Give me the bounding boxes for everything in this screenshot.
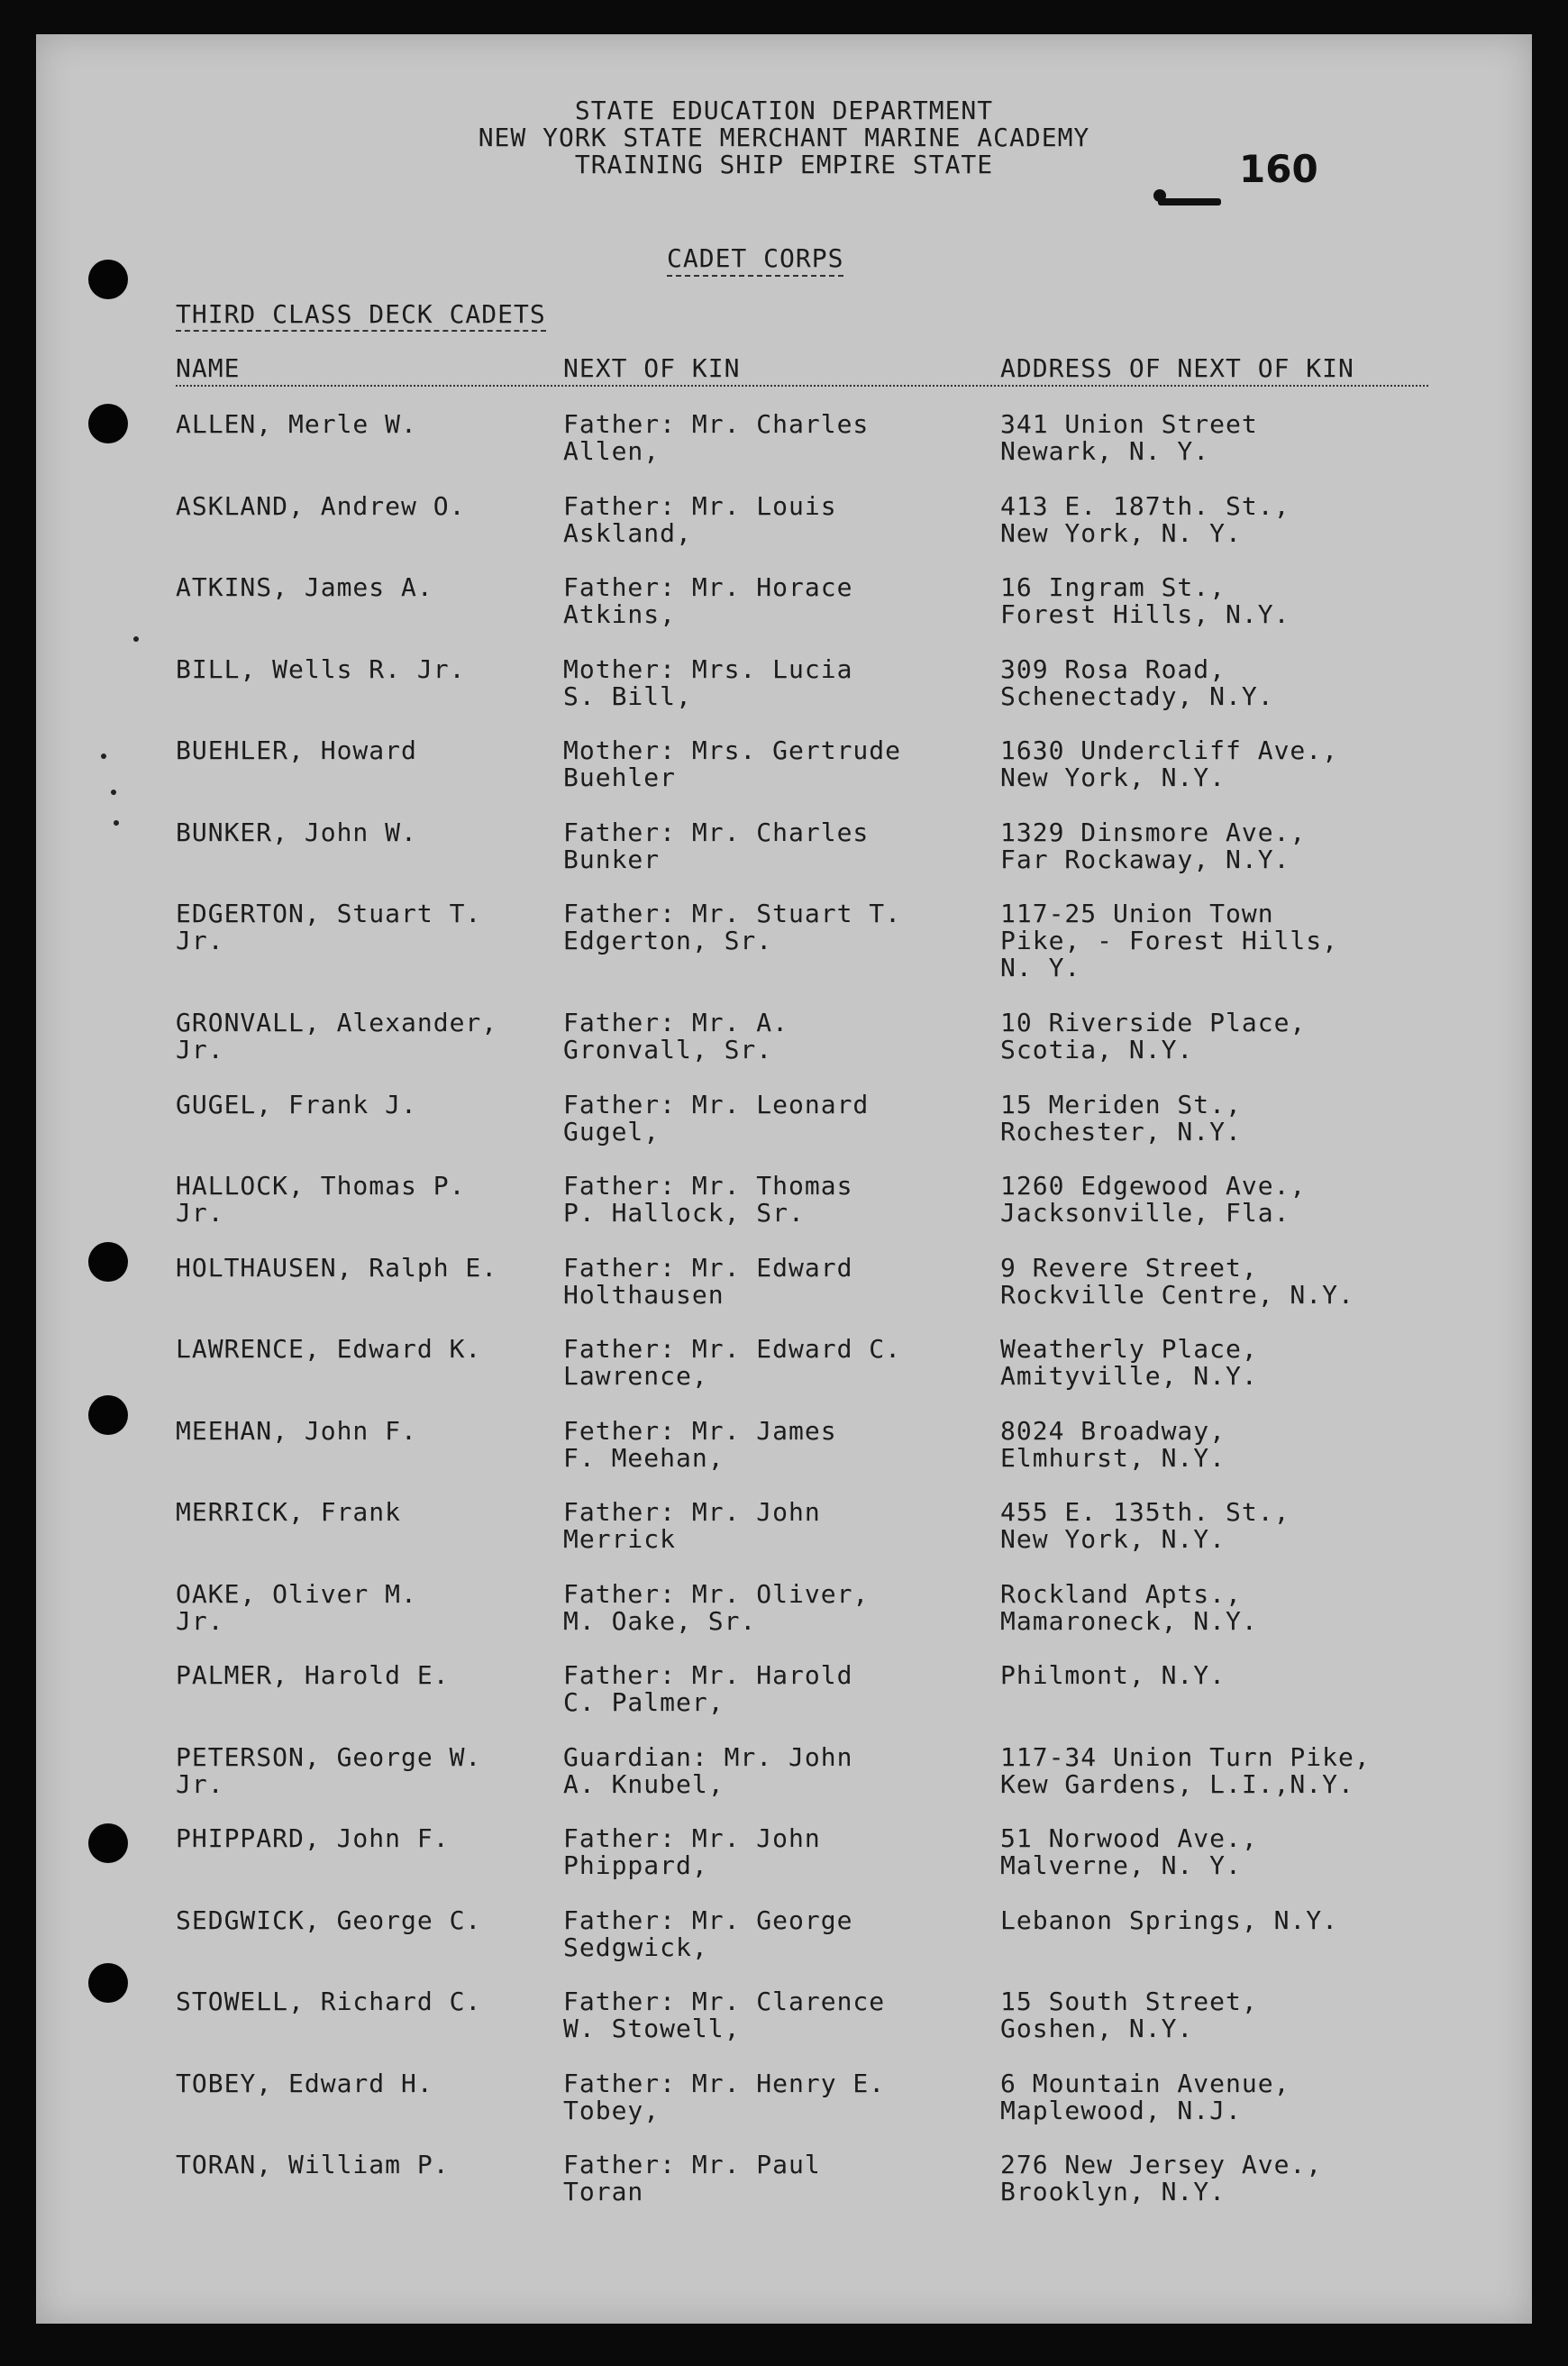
cadet-name: SEDGWICK, George C. [176, 1905, 482, 1935]
kin-address: 8024 Broadway, Elmhurst, N.Y. [1000, 1415, 1226, 1473]
handwritten-mark [1158, 198, 1221, 206]
next-of-kin: Father: Mr. Stuart T. Edgerton, Sr. [563, 899, 902, 955]
next-of-kin: Father: Mr. Horace Atkins, [563, 572, 853, 629]
cadet-name: GUGEL, Frank J. [176, 1089, 417, 1119]
next-of-kin: Fether: Mr. James F. Meehan, [563, 1415, 837, 1473]
section-title: THIRD CLASS DECK CADETS [176, 299, 546, 332]
speck [101, 754, 106, 759]
kin-address: 309 Rosa Road, Schenectady, N.Y. [1000, 653, 1274, 711]
kin-address: 1630 Undercliff Ave., New York, N.Y. [1000, 735, 1339, 792]
next-of-kin: Father: Mr. Edward C. Lawrence, [563, 1334, 902, 1391]
speck [111, 790, 116, 795]
kin-address: Philmont, N.Y. [1000, 1660, 1226, 1690]
cadet-name: BUNKER, John W. [176, 817, 417, 847]
cadet-name: TOBEY, Edward H. [176, 2068, 433, 2098]
header-line-2: NEW YORK STATE MERCHANT MARINE ACADEMY [478, 123, 1090, 152]
next-of-kin: Father: Mr. Clarence W. Stowell, [563, 1987, 886, 2043]
kin-address: 1260 Edgewood Ave., Jacksonville, Fla. [1000, 1171, 1307, 1228]
next-of-kin: Father: Mr. George Sedgwick, [563, 1905, 853, 1962]
punch-hole [88, 1395, 128, 1435]
next-of-kin: Father: Mr. Henry E. Tobey, [563, 2068, 886, 2125]
column-header-name: NAME [176, 353, 241, 383]
next-of-kin: Mother: Mrs. Lucia S. Bill, [563, 653, 853, 711]
header-line-1: STATE EDUCATION DEPARTMENT [574, 96, 994, 125]
header-rule [176, 385, 1428, 387]
kin-address: 276 New Jersey Ave., Brooklyn, N.Y. [1000, 2150, 1323, 2206]
cadet-name: GRONVALL, Alexander, Jr. [176, 1008, 498, 1064]
cadet-name: STOWELL, Richard C. [176, 1987, 482, 2016]
cadet-name: PHIPPARD, John F. [176, 1823, 450, 1853]
kin-address: 341 Union Street Newark, N. Y. [1000, 409, 1258, 466]
kin-address: 51 Norwood Ave., Malverne, N. Y. [1000, 1823, 1258, 1880]
next-of-kin: Mother: Mrs. Gertrude Buehler [563, 735, 902, 792]
punch-hole [88, 404, 128, 443]
kin-address: 117-25 Union Town Pike, - Forest Hills, N. Y. [1000, 899, 1339, 982]
cadet-name: LAWRENCE, Edward K. [176, 1334, 482, 1364]
cadet-name: EDGERTON, Stuart T. Jr. [176, 899, 482, 955]
next-of-kin: Father: Mr. A. Gronvall, Sr. [563, 1008, 789, 1064]
kin-address: Lebanon Springs, N.Y. [1000, 1905, 1339, 1935]
kin-address: 455 E. 135th. St., New York, N.Y. [1000, 1497, 1290, 1554]
kin-address: 413 E. 187th. St., New York, N. Y. [1000, 490, 1290, 548]
kin-address: 15 Meriden St., Rochester, N.Y. [1000, 1089, 1242, 1146]
cadet-name: OAKE, Oliver M. Jr. [176, 1578, 417, 1636]
cadet-name: PETERSON, George W. Jr. [176, 1741, 482, 1799]
cadet-name: HALLOCK, Thomas P. Jr. [176, 1171, 466, 1228]
next-of-kin: Father: Mr. Leonard Gugel, [563, 1089, 870, 1146]
document-page [36, 34, 1532, 2324]
column-header-address: ADDRESS OF NEXT OF KIN [1000, 353, 1354, 383]
kin-address: 15 South Street, Goshen, N.Y. [1000, 1987, 1258, 2043]
next-of-kin: Father: Mr. Paul Toran [563, 2150, 821, 2206]
cadet-name: BILL, Wells R. Jr. [176, 653, 466, 684]
next-of-kin: Father: Mr. Harold C. Palmer, [563, 1660, 853, 1717]
next-of-kin: Father: Mr. Charles Allen, [563, 409, 870, 466]
cadet-name: HOLTHAUSEN, Ralph E. [176, 1252, 498, 1283]
page-number: 160 [1239, 147, 1318, 191]
cadet-name: TORAN, William P. [176, 2150, 450, 2179]
kin-address: 1329 Dinsmore Ave., Far Rockaway, N.Y. [1000, 817, 1307, 874]
next-of-kin: Father: Mr. Charles Bunker [563, 817, 870, 874]
header-line-3: TRAINING SHIP EMPIRE STATE [574, 150, 994, 179]
cadet-name: MEEHAN, John F. [176, 1415, 417, 1446]
cadet-name: ALLEN, Merle W. [176, 409, 417, 439]
kin-address: Rockland Apts., Mamaroneck, N.Y. [1000, 1578, 1258, 1636]
cadet-name: MERRICK, Frank [176, 1497, 402, 1527]
punch-hole [88, 260, 128, 299]
kin-address: Weatherly Place, Amityville, N.Y. [1000, 1334, 1258, 1391]
next-of-kin: Father: Mr. Edward Holthausen [563, 1252, 853, 1310]
column-header-kin: NEXT OF KIN [563, 353, 741, 383]
page-subtitle: CADET CORPS [667, 243, 843, 277]
kin-address: 9 Revere Street, Rockville Centre, N.Y. [1000, 1252, 1354, 1310]
cadet-name: PALMER, Harold E. [176, 1660, 450, 1690]
next-of-kin: Father: Mr. John Phippard, [563, 1823, 821, 1880]
next-of-kin: Father: Mr. John Merrick [563, 1497, 821, 1554]
punch-hole [88, 1242, 128, 1282]
speck [133, 636, 139, 642]
cadet-name: BUEHLER, Howard [176, 735, 417, 765]
kin-address: 117-34 Union Turn Pike, Kew Gardens, L.I.,N.Y. [1000, 1741, 1371, 1799]
kin-address: 10 Riverside Place, Scotia, N.Y. [1000, 1008, 1307, 1064]
next-of-kin: Father: Mr. Oliver, M. Oake, Sr. [563, 1578, 870, 1636]
kin-address: 6 Mountain Avenue, Maplewood, N.J. [1000, 2068, 1290, 2125]
kin-address: 16 Ingram St., Forest Hills, N.Y. [1000, 572, 1290, 629]
next-of-kin: Guardian: Mr. John A. Knubel, [563, 1741, 853, 1799]
next-of-kin: Father: Mr. Thomas P. Hallock, Sr. [563, 1171, 853, 1228]
next-of-kin: Father: Mr. Louis Askland, [563, 490, 837, 548]
cadet-name: ATKINS, James A. [176, 572, 433, 602]
cadet-name: ASKLAND, Andrew O. [176, 490, 466, 521]
punch-hole [88, 1963, 128, 2003]
punch-hole [88, 1823, 128, 1863]
speck [114, 820, 119, 826]
